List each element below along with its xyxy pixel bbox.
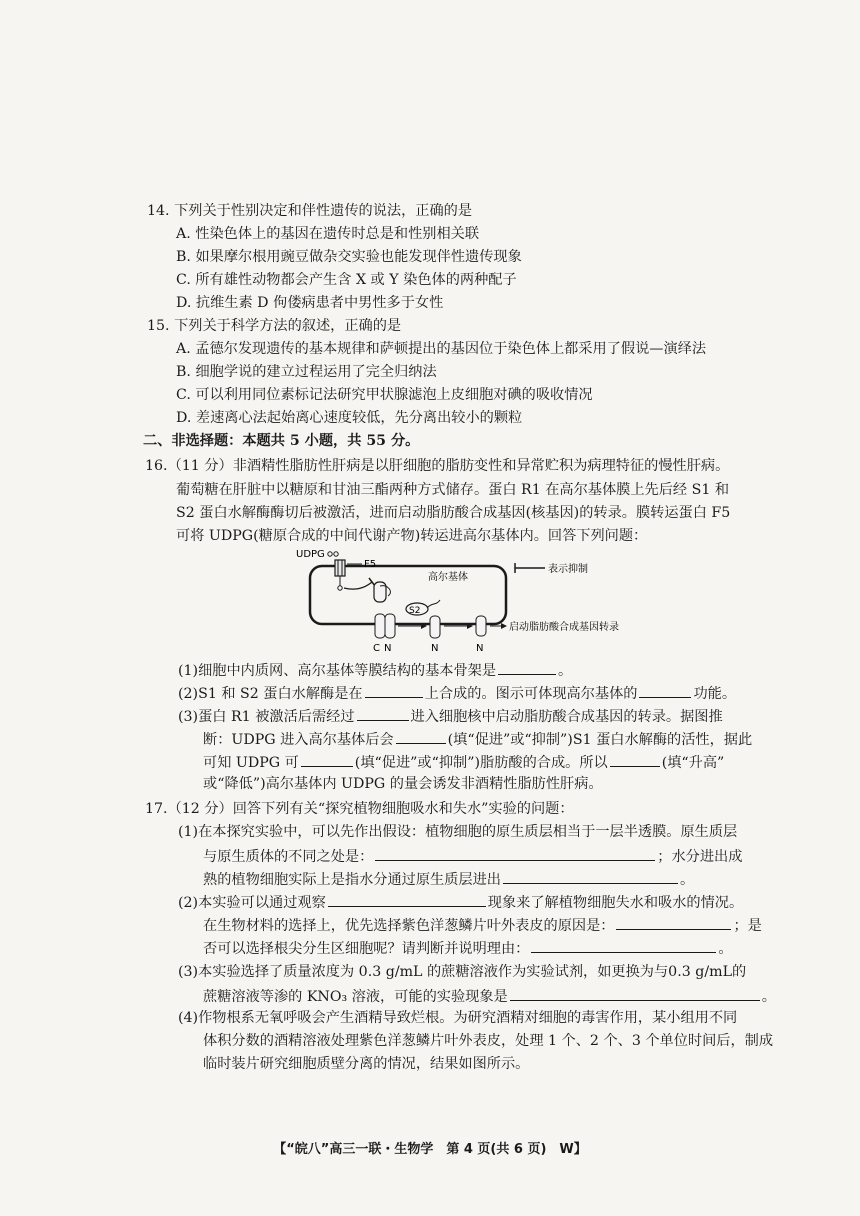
udpg-molecule-icon [334, 552, 338, 556]
q17-part2: (2)本实验可以通过观察 现象来了解植物细胞失水和吸水的情况。 [178, 891, 743, 913]
q17-part1-line2: 与原生质体的不同之处是： ；水分进出成 [203, 845, 742, 867]
answer-blank[interactable] [639, 682, 691, 698]
q14-stem: 14. 下列关于性别决定和伴性遗传的说法，正确的是 [147, 203, 473, 219]
q17-part2-line2: 在生物材料的选择上，优先选择紫色洋葱鳞片叶外表皮的原因是： ；是 [203, 914, 762, 936]
golgi-label: 高尔基体 [428, 572, 468, 583]
q14-option-b: B. 如果摩尔根用豌豆做杂交实验也能发现伴性遗传现象 [176, 249, 522, 265]
f5-label: F5 [364, 559, 377, 570]
q14-option-d: D. 抗维生素 D 佝偻病患者中男性多于女性 [176, 295, 444, 311]
c-terminal-label: C [373, 643, 380, 654]
q17-part4-line2: 体积分数的酒精溶液处理紫色洋葱鳞片叶外表皮，处理 1 个、2 个、3 个单位时间后，制成 [203, 1033, 774, 1049]
q16-intro-line3: S2 蛋白水解酶酶切后被激活，进而启动脂肪酸合成基因(核基因)的转录。膜转运蛋白 F5 [176, 505, 731, 521]
q15-option-b: B. 细胞学说的建立过程运用了完全归纳法 [176, 364, 437, 380]
protein-c-fragment-icon [375, 614, 385, 638]
protein-n-fragment-icon [385, 614, 395, 638]
q15-option-d: D. 差速离心法起始离心速度较低，先分离出较小的颗粒 [176, 410, 523, 426]
answer-blank[interactable] [396, 728, 446, 744]
q17-part3-line2: 蔗糖溶液等渗的 KNO₃ 溶液，可能的实验现象是 。 [203, 985, 776, 1007]
q15-option-a: A. 孟德尔发现遗传的基本规律和萨顿提出的基因位于染色体上都采用了假说—演绎法 [176, 341, 707, 357]
page-footer: 【“皖八”高三一联・生物学 第 4 页(共 6 页) W】 [273, 1142, 587, 1157]
n-terminal-label: N [384, 643, 392, 654]
answer-blank[interactable] [531, 937, 716, 953]
answer-blank[interactable] [328, 891, 486, 907]
q17-part4-line3: 临时装片研究细胞质壁分离的情况，结果如图所示。 [203, 1056, 530, 1072]
q17-part3: (3)本实验选择了质量浓度为 0.3 g/mL 的蔗糖溶液作为实验试剂，如更换为与0.3 g/mL的 [178, 964, 747, 980]
q16-part3: (3)蛋白 R1 被激活后需经过 进入细胞核中启动脂肪酸合成基因的转录。据图推 [178, 705, 723, 727]
answer-blank[interactable] [301, 751, 353, 767]
udpg-molecule-icon [328, 552, 332, 556]
s2-label: S2 [409, 606, 421, 616]
answer-blank[interactable] [503, 868, 678, 884]
q17-part2-line3: 否可以选择根尖分生区细胞呢？请判断并说明理由： 。 [203, 937, 733, 959]
r1-protein-icon [374, 582, 386, 602]
q16-intro-line2: 葡萄糖在肝脏中以糖原和甘油三酯两种方式储存。蛋白 R1 在高尔基体膜上先后经 S1 和 [176, 482, 730, 498]
answer-blank[interactable] [375, 845, 655, 861]
q16-part2: (2)S1 和 S2 蛋白水解酶是在 上合成的。图示可体现高尔基体的 功能。 [178, 682, 736, 704]
q15-stem: 15. 下列关于科学方法的叙述，正确的是 [147, 318, 402, 334]
golgi-diagram [290, 548, 650, 656]
q17-part4: (4)作物根系无氧呼吸会产生酒精导致烂根。为研究酒精对细胞的毒害作用，某小组用不同 [178, 1010, 738, 1026]
udpg-label: UDPG [296, 549, 325, 560]
q17-stem: 17.（12 分）回答下列有关“探究植物细胞吸水和失水”实验的问题： [145, 801, 574, 817]
answer-blank[interactable] [610, 751, 660, 767]
n-terminal-label: N [476, 643, 484, 654]
q14-option-c: C. 所有雄性动物都会产生含 X 或 Y 染色体的两种配子 [176, 272, 517, 288]
q16-intro-line1: 16.（11 分）非酒精性脂肪性肝病是以肝细胞的脂肪变性和异常贮积为病理特征的慢性肝病。 [145, 458, 730, 474]
answer-blank[interactable] [616, 914, 731, 930]
q17-part1-line3: 熟的植物细胞实际上是指水分通过原生质层进出 。 [203, 868, 694, 890]
q17-part1: (1)在本探究实验中，可以先作出假设：植物细胞的原生质层相当于一层半透膜。原生质层 [178, 824, 738, 840]
q16-intro-line4: 可将 UDPG(糖原合成的中间代谢产物)转运进高尔基体内。回答下列问题： [176, 528, 648, 544]
inhibition-line [344, 582, 372, 589]
q16-part3-line2: 断：UDPG 进入高尔基体后会 (填“促进”或“抑制”)S1 蛋白水解酶的活性，据此 [203, 728, 752, 750]
answer-blank[interactable] [510, 985, 760, 1001]
q15-option-c: C. 可以利用同位素标记法研究甲状腺滤泡上皮细胞对碘的吸收情况 [176, 387, 593, 403]
section-heading: 二、非选择题：本题共 5 小题，共 55 分。 [143, 433, 420, 449]
answer-blank[interactable] [365, 682, 423, 698]
q16-part3-line4: 或“降低”)高尔基体内 UDPG 的量会诱发非酒精性脂肪性肝病。 [203, 776, 603, 792]
q16-part3-line3: 可知 UDPG 可 (填“促进”或“抑制”)脂肪酸的合成。所以 (填“升高” [203, 751, 724, 773]
protein-n-fragment-icon [430, 616, 440, 638]
answer-blank[interactable] [357, 705, 409, 721]
legend-label: 表示抑制 [548, 564, 588, 575]
activate-transcription-label: 启动脂肪酸合成基因转录 [509, 622, 619, 633]
q16-part1: (1)细胞中内质网、高尔基体等膜结构的基本骨架是 。 [178, 659, 572, 681]
q14-option-a: A. 性染色体上的基因在遗传时总是和性别相关联 [176, 226, 480, 242]
protein-n-fragment-icon [476, 616, 486, 636]
answer-blank[interactable] [498, 659, 556, 675]
f5-transporter-icon [335, 560, 345, 576]
n-terminal-label: N [431, 643, 439, 654]
